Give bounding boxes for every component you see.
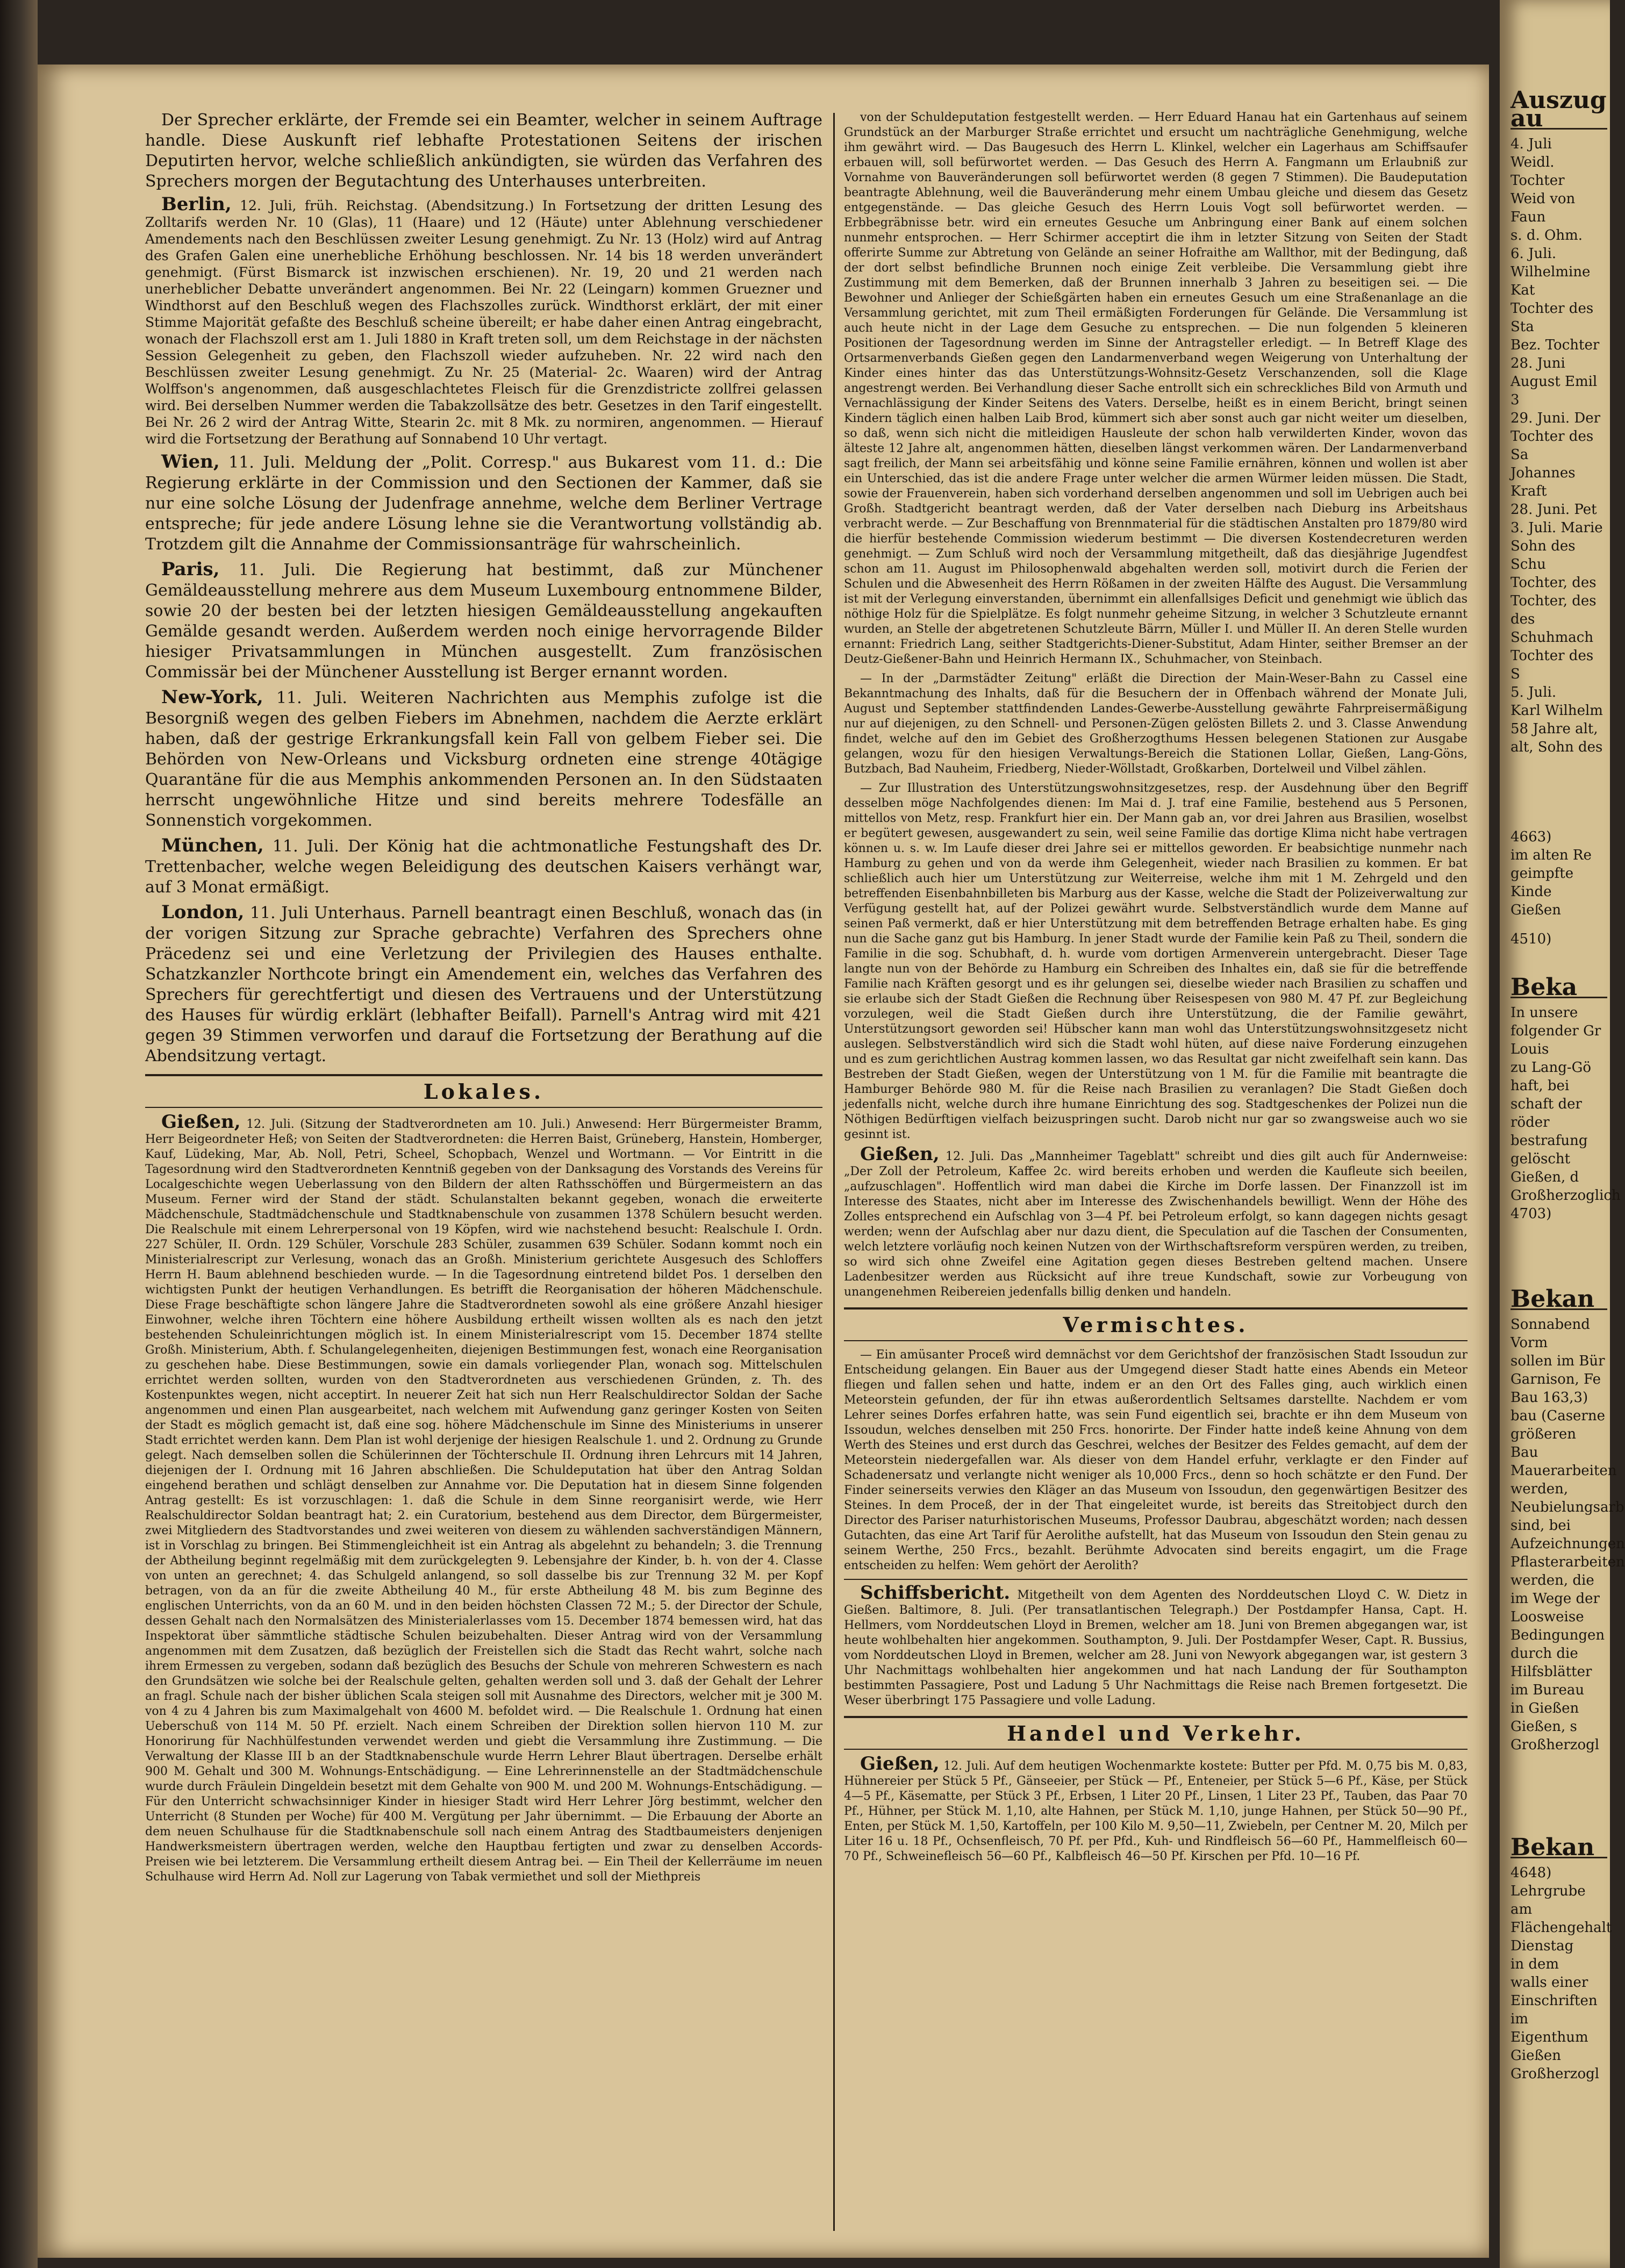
- adjacent-line: in dem: [1511, 1956, 1559, 1972]
- adjacent-number: 4663): [1511, 829, 1552, 845]
- adjacent-line: s. d. Ohm.: [1511, 227, 1583, 244]
- rule: [844, 1579, 1467, 1580]
- newspaper-page: [38, 65, 1489, 2258]
- adjacent-block-5: [1511, 1834, 1612, 2083]
- adjacent-line: In unsere: [1511, 1005, 1578, 1021]
- adjacent-line: im Wege der: [1511, 1591, 1600, 1607]
- adjacent-line: Vorm: [1511, 1335, 1548, 1351]
- adjacent-line: Einschriften: [1511, 1993, 1598, 2009]
- adjacent-line: Großherzogl: [1511, 2066, 1600, 2082]
- adjacent-line: Bedingungen: [1511, 1627, 1605, 1643]
- article-mannheimer: [844, 1143, 1467, 1300]
- adjacent-heading-2: Beka: [1511, 978, 1607, 998]
- schiffsbericht-title: Schiffsbericht.: [860, 1582, 1011, 1604]
- adjacent-line: alt, Sohn des: [1511, 739, 1603, 755]
- city-muenchen: München,: [161, 835, 264, 856]
- left-column: [145, 110, 822, 2234]
- adjacent-line: bau (Caserne: [1511, 1408, 1605, 1424]
- adjacent-line: Gießen: [1511, 2048, 1561, 2064]
- section-lokales-heading: Lokales.: [145, 1074, 822, 1108]
- adjacent-line: folgender Gr: [1511, 1023, 1601, 1039]
- adjacent-line: durch die: [1511, 1645, 1578, 1662]
- adjacent-line: Gießen: [1511, 902, 1561, 918]
- adjacent-heading-1: Auszug au: [1511, 87, 1607, 132]
- article-stadtverordneten-cont: von der Schuldeputation festgestellt werden. — Herr Eduard Hanau hat ein Gartenhaus auf seinem Grundstück an der Marburger Straße errichtet und ersucht um nachträgliche Genehmigung, welche ihm gewährt wird. — Das Baugesuch des Herrn L. Klinkel, welcher ein Lagerhaus am Schiffsaufer erbauen will, soll befürwortet werden. — Das Gesuch des Herrn A. Fangmann um Erlaubniß zur Vornahme von Bauveränderungen soll befürwortet werden (8 gegen 7 Stimmen). Die Baudeputation beantragte Ablehnung, weil die Bauveränderung mehr einem Umbau gleiche und diesem das Gesetz entgegenstände. — Das gleiche Gesuch des Herrn Louis Vogt soll befürwortet werden. — Erbbegräbnisse betr. wird ein erneutes Gesuche um Anbringung einer Bank auf einem solchen nunmehr entsprochen. — Herr Schirmer acceptirt die ihm in letzter Sitzung von Seiten der Stadt offerirte Summe zur Abtretung von Gelände an seiner Hofraithe am Wallthor, mit der Bedingung, daß der dort selbst befindliche Brunnen noch einige Zeit verbleibe. Die Versammlung giebt ihre Zustimmung mit dem Bemerken, daß der Brunnen innerhalb 3 Jahren zu beseitigen sei. — Die Bewohner und Anlieger der Schießgärten haben ein erneutes Gesuch um eine Straßenanlage an die Versammlung gerichtet, mit zum Theil ermäßigten Forderungen für Gelände. Die Versammlung ist auch heute nicht in der Lage dem Gesuche zu entsprechen. — Die nun folgenden 5 kleineren Positionen der Tagesordnung werden im Sinne der Antragsteller erledigt. — In Betreff Klage des Ortsarmenverbands Gießen gegen den Landarmenverband wegen Weigerung von Unterhaltung der Kinder eines hinter das das Unterstützungs-Wohnsitz-Gesetz Verschanzenden, soll die Klage angestrengt werden. Bei Verhandlung dieser Sache entrollt sich ein schreckliches Bild von Armuth und Vernachlässigung der Kinder Seitens des Vaters. Derselbe, heißt es in einem Bericht, bringt seinen Kindern täglich einen halben Laib Brod, kümmert sich aber sonst auch gar nicht weiter um dieselben, so daß, wenn sich nicht die mitleidigen Hausleute der schon halb verwilderten Kinder, wovon das älteste 12 Jahre alt, angenommen hätten, dieselben längst verkommen wären. Der Landarmenverband sagt freilich, der Mann sei arbeitsfähig und könne seine Familie ernähren, können und wollen ist aber ein Unterschied, das ist die andere Frage unter welcher die armen Würmer leiden müssen. Die Stadt, sowie der Frauenverein, haben sich vorderhand derselben angenommen und soll im Uebrigen auch bei Großh. Stadtgericht beantragt werden, daß der Vater derselben nach Dieburg ins Arbeitshaus verbracht werde. — Zur Beschaffung von Brennmaterial für die städtischen Anstalten pro 1879/80 wird die hierfür bestehende Commission wiederum bestimmt — Die diversen Kostendecreturen werden genehmigt. — Zum Schluß wird noch der Versammlung mitgetheilt, daß das diesjährige Jugendfest schon am 11. August im Philosophenwald abgehalten werden soll, motivirt durch die Ferien der Schulen und die Abwesenheit des Herrn Rößamen in der zweiten Hälfte des August. Die Versammlung ist mit der Verlegung einverstanden, übernimmt ein allenfallsiges Deficit und genehmigt wie üblich das nöthige Holz für die Spielplätze. Es folgt nunmehr geheime Sitzung, in welcher 3 Schutzleute ernannt wurden, an Stelle der abgetretenen Schutzleute Bärrn, Müller I. und Müller II. An deren Stelle wurden ernannt: Friedrich Lang, seither Stadtgerichts-Diener-Substitut, Adam Hinter, seither Bremser an der Deutz-Gießener-Bahn und Heinrich Hermann IX., Schuhmacher, von Steinbach.: [844, 111, 1467, 666]
- adjacent-line: Gießen, s: [1511, 1719, 1577, 1735]
- article-wochenmarkt: [844, 1753, 1467, 1864]
- adjacent-line: im alten Re: [1511, 847, 1592, 863]
- adjacent-line: werden,: [1511, 1481, 1569, 1497]
- adjacent-line: Tochter des Sa: [1511, 428, 1594, 463]
- city-berlin: Berlin,: [161, 194, 232, 215]
- adjacent-line: haft, bei: [1511, 1078, 1570, 1094]
- article-sprecher: Der Sprecher erklärte, der Fremde sei ein Beamter, welcher in seinem Auftrage handle. Diese Auskunft rief lebhafte Protestationen Seitens der irischen Deputirten hervor, welche schließlich ankündigten, sie würden das Verfahren des Sprechers morgen der Begutachtung des Unterhauses unterbreiten.: [145, 111, 822, 191]
- article-stadtverordneten: [145, 1111, 822, 1885]
- adjacent-line: des Schuhmach: [1511, 611, 1594, 646]
- article-london: [145, 902, 822, 1067]
- adjacent-line: Mauerarbeiten: [1511, 1463, 1617, 1479]
- city-giessen-2: Gießen,: [860, 1143, 940, 1165]
- adjacent-line: Louis: [1511, 1041, 1549, 1057]
- adjacent-line: 28. Juni. Pet: [1511, 502, 1597, 518]
- adjacent-line: im Eigenthum: [1511, 2011, 1588, 2045]
- adjacent-line: sind, bei: [1511, 1518, 1571, 1534]
- article-muenchen: [145, 835, 822, 898]
- section-vermischtes-heading: Vermischtes.: [844, 1307, 1467, 1341]
- adjacent-block-3: [1511, 974, 1621, 1223]
- right-column: [844, 110, 1467, 2234]
- article-schiffsbericht: [844, 1582, 1467, 1708]
- adjacent-heading-3: Bekan: [1511, 1290, 1607, 1310]
- city-giessen-3: Gießen,: [860, 1753, 940, 1775]
- adjacent-line: Weid von Faun: [1511, 191, 1576, 225]
- adjacent-line: Neubielungsarb: [1511, 1499, 1624, 1515]
- city-wien: Wien,: [161, 451, 220, 473]
- adjacent-line: Loosweise: [1511, 1609, 1584, 1625]
- lokales-text: 12. Juli. (Sitzung der Stadtverordneten am 10. Juli.) Anwesend: Herr Bürgermeister Bramm, Herr Beigeordneter Heß; von Seiten der Stadtverordneten: die Herren Baist, Grüneberg, Hanstein, Homberger, Kauf, Lüdeking, Mar, Ab. Noll, Petri, Scheel, Schopbach, Wenzel und Wortmann. — Vor Eintritt in die Tagesordnung wird den Stadtverordneten Kenntniß gegeben von der Danksagung des Vorstands des Vereins für Localgeschichte wegen Ueberlassung von den Bildern der alten Rathsschöffen und Bürgermeistern an das Museum. Ferner wird der Stand der städt. Schulanstalten bekannt gegeben, wonach die erweiterte Mädchenschule, Stadtmädchenschule und Stadtknabenschule von zusammen 1378 Schülern besucht werden. Die Realschule mit einem Lehrerpersonal von 19 Köpfen, wird wie nachstehend besucht: Realschule I. Ordn. 227 Schüler, II. Ordn. 129 Schüler, Vorschule 283 Schüler, zusammen 639 Schüler. Sodann kommt noch ein Ministerialrescript zur Verlesung, wonach das an Großh. Ministerium gerichtete Ausgesuch des Schloffers Herrn H. Baum ablehnend beschieden wurde. — In die Tagesordnung eintretend bildet Pos. 1 derselben den wichtigsten Punkt der heutigen Verhandlungen. Es betrifft die Reorganisation der höheren Mädchenschule. Diese Frage beschäftigte schon längere Jahre die Stadtverordneten sowohl als eine größere Anzahl hiesiger Einwohner, welche ihren Töchtern eine höhere Ausbildung ertheilt wissen wollten als es nach den jetzt bestehenden Schuleinrichtungen möglich ist. In einem Ministerialrescript vom 15. December 1874 stellte Großh. Ministerium, Abth. f. Schulangelegenheiten, diejenigen Bestimmungen fest, wonach eine Reorganisation zu geschehen habe. Diese Bestimmungen, sowie ein damals vorliegender Plan, wonach sog. Mittelschulen errichtet werden sollten, wurden von den Stadtverordneten aus verschiedenen Gründen, z. Th. des Kostenpunktes wegen, nicht acceptirt. In neuerer Zeit hat sich nun Herr Realschuldirector Soldan der Sache angenommen und einen Plan ausgearbeitet, nach welchem mit Aufwendung ganz geringer Kosten von Seiten der Stadt es möglich gemacht ist, daß eine sog. höhere Mädchenschule im Sinne des Ministeriums in unserer Stadt errichtet werden kann. Dem Plan ist wohl derjenige der hiesigen Realschule 1. und 2. Ordnung zu Grunde gelegt. Nach demselben sollen die Schülerinnen der Töchterschule II. Ordnung ihren Lehrcurs mit 14 Jahren, diejenigen der I. Ordnung mit 16 Jahren abschließen. Die Schuldeputation hat über den Antrag Soldan eingehend berathen und schlägt denselben zur Annahme vor. Die Deputation hat in diesem Sinne folgenden Antrag gestellt: Es ist vorzuschlagen: 1. daß die Schule in dem Sinne reorganisirt werde, wie Herr Realschuldirector Soldan beantragt hat; 2. ein Curatorium, bestehend aus dem Director, dem Bürgermeister, zwei Mitgliedern des Stadtvorstandes und zwei weiteren von diesem zu wählenden sachverständigen Männern, ist in Vorschlag zu bringen. Bei Stimmengleichheit ist ein Antrag als abgelehnt zu behandeln; 3. die Trennung der Abtheilung beginnt regelmäßig mit dem zurückgelegten 9. Lebensjahre der Kinder, b. h. von der 4. Classe von unten an gerechnet; 4. das Schulgeld anlangend, so soll dasselbe bis zur Trennung 32 M. per Kopf betragen, von da an für die zweite Abtheilung 40 M., für erste Abtheilung 48 M. bis zum Beginne des englischen Unterrichts, von da an 60 M. und in den beiden höchsten Classen 72 M.; 5. der Director der Schule, dessen Gehalt nach den Normalsätzen des Ministerialerlasses vom 15. December 1874 bemessen wird, hat das Inspektorat über sämmtliche städtische Schulen beizubehalten. Dieser Antrag wird von der Versammlung angenommen mit dem Zusatzen, daß bezüglich der Freistellen sich die Stadt das Recht wahrt, solche nach ihrem Ermessen zu vergeben, sodann daß bezüglich des Besuchs der Schule von mehreren Schwestern es nach den Grundsätzen wie solche bei der Realschule gelten, gehalten werden soll und 3. daß der Gehalt der Lehrer an fragl. Schule nach der bisher üblichen Scala steigen soll mit Ausnahme des Directors, welcher mit je 300 M. von 4 zu 4 Jahren bis zum Maximalgehalt von 4600 M. befoldet wird. — Die Realschule 1. Ordnung hat einen Ueberschuß von 114 M. 50 Pf. erzielt. Nach einem Schreiben der Direktion sollen hiervon 110 M. zur Honorirung für Nachhülfestunden verwendet werden und giebt die Versammlung ihre Zustimmung. — Die Verwaltung der Klasse III b an der Stadtknabenschule wurde Herrn Lehrer Blaut übertragen. Derselbe erhält 900 M. Gehalt und 300 M. Wohnungs-Entschädigung. — Eine Lehrerinnenstelle an der Stadtmädchenschule wurde durch Fräulein Dingeldein besetzt mit dem Gehalte von 900 M. und 200 M. Wohnungs-Entschädigung. — Für den Unterricht schwachsinniger Kinder in hiesiger Stadt wird Herr Lehrer Jörg bestimmt, welcher den Unterricht (8 Stunden per Woche) für 400 M. Vergütung per Jahr übernimmt. — Die Erbauung der Aborte an dem neuen Schulhause für die Stadtknabenschule soll nach einem Antrag des Stadtbaumeisters denjenigen Handwerksmeistern übertragen werden, welche den Hauptbau fertigten und zwar zu denselben Accords-Preisen wie bei letzterem. Die Versammlung ertheilt diesem Antrag bei. — Ein Theil der Kellerräume im neuen Schulhause wird Herrn Ad. Noll zur Lagerung von Tabak vermiethet und soll der Miethpreis: [145, 1118, 822, 1884]
- binding-shadow: [0, 0, 38, 2268]
- article-unterstuetzung: — Zur Illustration des Unterstützungswohnsitzgesetzes, resp. der Ausdehnung über den Begriff desselben möge Nachfolgendes dienen: Im Mai d. J. traf eine Familie, bestehend aus 5 Personen, mittellos von Metz, resp. Frankfurt hier ein. Der Mann gab an, vor drei Jahren aus Brasilien, woselbst er begütert gewesen, ausgewandert zu sein, weil seine Familie das dortige Klima nicht habe vertragen können u. s. w. Im Laufe dieser drei Jahre sei er mittellos geworden. Er beabsichtige nunmehr nach Hamburg zu gehen und von da werde ihm Gelegenheit, wieder nach Brasilien zu kommen. Er bat schließlich auch hier um Unterstützung zur Weiterreise, welche ihm mit 1 M. Zehrgeld und den betreffenden Eisenbahnbilleten bis Marburg aus der Kasse, welche die Stadt der Polizeiverwaltung zur Verfügung gestellt hat, auf der Polizei gewährt wurde. Selbstverständlich wurde dem Manne auf seinen Paß vermerkt, daß er hier Unterstützung mit dem betreffenden Betrage erhalten habe. Es ging nun die Sache ganz gut bis Hamburg. In jener Stadt wurde der Familie kein Paß zu Theil, sondern die Familie in die sog. Schubhaft, d. h. wurde vom dortigen Armenverein untergebracht. Dieser Tage langte nun von der Behörde zu Hamburg ein Schreiben des Inhaltes ein, daß sie für die betreffende Familie nach Kräften gesorgt und es ihr gelungen sei, dieselbe wieder nach Brasilien zu schaffen und sie erlaube sich der Stadt Gießen die Rechnung über Reisespesen von 980 M. 47 Pf. zur Begleichung vorzulegen, weil die Stadt Gießen durch ihre Unterstützung, die der Familie gewährt, Unterstützungsort geworden sei! Hübscher kann man wohl das Unterstützungswohnsitzgesetz nicht auslegen. Selbstverständlich wird sich die Stadt wohl hüten, auf diese naive Forderung einzugehen und es zum gerichtlichen Austrag kommen lassen, wo das Resultat gar nicht zweifelhaft sein kann. Das Bestreben der Stadt Gießen, wegen der Unterstützung von 1 M. für die Familie mit beantragte die Hamburger Behörde 980 M. für die Reise nach Brasilien zu veranlagen? Die Stadt Gießen doch jedenfalls nicht, welche durch ihre humane Einrichtung des sog. Stadtgeschenkes der Polizei nun die Nöthigen Bedürftigen vielfach beizuspringen sucht. Darob nicht nur gar so zwangsweise auch wo sie gesinnt ist.: [844, 782, 1467, 1141]
- adjacent-line: Tochter des S: [1511, 648, 1594, 682]
- column-divider: [833, 113, 835, 2231]
- wochenmarkt-text: 12. Juli. Auf dem heutigen Wochenmarkte kostete: Butter per Pfd. M. 0,75 bis M. 0,83, Hühnereier per Stück 5 Pf., Gänseeier, per Stück — Pf., Enteneier, per Stück 5—6 Pf., Käse, per Stück 4—5 Pf., Käsematte, per Stück 3 Pf., Erbsen, 1 Liter 20 Pf., Linsen, 1 Liter 23 Pf., Tauben, das Paar 70 Pf., Hühner, per Stück M. 1,10, alte Hahnen, per Stück M. 1,10, junge Hahnen, per Stück 50—90 Pf., Enten, per Stück M. 1,50, Kartoffeln, per 100 Kilo M. 9,50—11, Zwiebeln, per Centner M. 20, Milch per Liter 16 u. 18 Pf., Ochsenfleisch, 70 Pf. per Pfd., Kuh- und Rindfleisch 56—60 Pf., Hammelfleisch 60—70 Pf., Schweinefleisch 56—60 Pf., Kalbfleisch 46—50 Pf. Kirschen per Pfd. 10—16 Pf.: [844, 1759, 1467, 1863]
- adjacent-line: Sonnabend: [1511, 1317, 1590, 1333]
- muenchen-text: 11. Juli. Der König hat die achtmonatliche Festungshaft des Dr. Trettenbacher, welche wegen Beleidigung des deutschen Kaisers verhängt war, auf 3 Monat ermäßigt.: [145, 837, 822, 897]
- adjacent-line: Bez. Tochter: [1511, 337, 1600, 353]
- adjacent-line: gelöscht: [1511, 1151, 1571, 1167]
- adjacent-line: Tochter des Sta: [1511, 301, 1594, 335]
- adjacent-lines-1: [1511, 135, 1607, 756]
- adjacent-number: 4648): [1511, 1865, 1552, 1881]
- city-paris: Paris,: [161, 559, 220, 580]
- schiffsbericht-text: Mitgetheilt von dem Agenten des Norddeutschen Lloyd C. W. Dietz in Gießen. Baltimore, 8. Juli. (Per transatlantischen Telegraph.) Der Postdampfer Hansa, Capt. H. Hellmers, vom Norddeutschen Lloyd in Bremen, welcher am 18. Juni von Bremen abgegangen war, ist heute wohlbehalten hier angekommen. Southampton, 9. Juli. Der Postdampfer Weser, Capt. R. Bussius, vom Norddeutschen Lloyd in Bremen, welcher am 28. Juni von Newyork abgegangen war, ist gestern 3 Uhr Nachmittags wohlbehalten hier angekommen und hat nach Landung der für Southampton bestimmten Passagiere, Post und Ladung 5 Uhr Nachmittags die Reise nach Bremen fortgesetzt. Die Weser überbringt 175 Passagiere und volle Ladung.: [844, 1589, 1467, 1707]
- adjacent-line: Großherzogl: [1511, 1737, 1600, 1753]
- mannheimer-text: 12. Juli. Das „Mannheimer Tageblatt" schreibt und dies gilt auch für Andernweise: „Der Zoll der Petroleum, Kaffee 2c. wird bereits erhoben und werden die Kaufleute sich beeilen, „aufzuschlagen". Hoffentlich wird man dabei die Kirche im Dorfe lassen. Der Finanzzoll ist im Interesse des Staates, nicht aber im Interesse des Zwischenhandels bewilligt. Wenn der Höhe des Zolles entsprechend ein Aufschlag von 3—4 Pf. bei Petroleum erfolgt, so kann dagegen nichts gesagt werden; wenn der Aufschlag aber nur dazu dient, die Speculation auf die Taschen der Consumenten, welch letztere vorläufig noch keinen Nutzen von der Wirthschaftsreform verspüren werden, zu treiben, so wird sich ohne Zweifel eine Agitation gegen dieses Bestreben geltend machen. Unsere Ladenbesitzer werden aus Rücksicht auf ihre treue Kundschaft, sowie zur Vorbeugung von unangenehmen Reibereien jedenfalls billig denken und handeln.: [844, 1150, 1467, 1299]
- adjacent-line: 5. Juli.: [1511, 684, 1557, 700]
- adjacent-line: 28. Juni: [1511, 355, 1565, 371]
- adjacent-line: Johannes Kraft: [1511, 465, 1576, 499]
- adjacent-line: im Bureau: [1511, 1682, 1585, 1698]
- article-berlin: [145, 196, 822, 447]
- adjacent-block-2: [1511, 828, 1607, 948]
- article-meteor: — Ein amüsanter Proceß wird demnächst vor dem Gerichtshof der französischen Stadt Issoudun zur Entscheidung gelangen. Ein Bauer aus der Umgegend dieser Stadt hatte eines Abends ein Meteor fliegen und fallen sehen und hatte, indem er an den Ort des Falles ging, auch wirklich einen Meteorstein gefunden, der für ihn etwas außerordentlich Seltsames darstellte. Nachdem er vom Lehrer seines Dorfes erfahren hatte, was sein Fund eigentlich sei, brachte er ihn dem Museum von Issoudun, welches denselben mit 250 Frcs. honorirte. Der Finder hatte indeß keine Ahnung von dem Werth des Steines und erst durch das Geschrei, welches der Besitzer des Feldes gemacht, auf dem der Meteorstein niedergefallen war. Als dieser von dem Handel erfuhr, verklagte er den Finder auf Schadenersatz und verlangte nicht weniger als 10,000 Frcs., denn so hoch schätzte er den Fund. Der Finder seinerseits verwies den Kläger an das Museum von Issoudun, den gegenwärtigen Besitzer des Steines. In dem Proceß, der in der That eingeleitet wurde, ist bereits das Streitobject durch den Director des Pariser naturhistorischen Museums, Professor Daubrau, abgeschätzt worden; nach dessen Gutachten, das eine Art Tarif für Aerolithe aufstellt, hat das Museum von Issoudun den Stein genau zu seinem Werthe, 250 Frcs., bezahlt. Berühmte Advocaten sind bereits engagirt, um die Frage entscheiden zu helfen: Wem gehört der Aerolith?: [844, 1348, 1467, 1572]
- section-handel-heading: Handel und Verkehr.: [844, 1716, 1467, 1750]
- article-main-weser-bahn: — In der „Darmstädter Zeitung" erläßt die Direction der Main-Weser-Bahn zu Cassel eine Bekanntmachung des Inhalts, daß für die Besuchern der in Offenbach während der Monate Juli, August und September stattfindenden Landes-Gewerbe-Ausstellung gewährte Fahrpreisermäßigung nur auf diejenigen, zu den Schnell- und Personen-Zügen gelösten Billets 2. und 3. Classe Anwendung findet, welche auf den im Gebiet des Großherzogthums Hessen belegenen Stationen zur Ausgabe gelangen, wozu für den hiesigen Verwaltungs-Bereich die Stationen Lollar, Gießen, Lang-Göns, Butzbach, Bad Nauheim, Friedberg, Nieder-Wöllstadt, Großkarben, Dortelweil und Vilbel zählen.: [844, 672, 1467, 776]
- adjacent-line: Flächengehalt: [1511, 1920, 1612, 1936]
- adjacent-line: geimpfte Kinde: [1511, 865, 1574, 900]
- adjacent-line: August Emil 3: [1511, 374, 1598, 408]
- adjacent-line: Dienstag: [1511, 1938, 1574, 1954]
- adjacent-line: sollen im Bür: [1511, 1353, 1605, 1369]
- adjacent-line: bestrafung: [1511, 1133, 1588, 1149]
- adjacent-line: walls einer: [1511, 1974, 1588, 1991]
- article-newyork: [145, 687, 822, 831]
- adjacent-line: Garnison, Fe: [1511, 1371, 1601, 1387]
- adjacent-line: 4703): [1511, 1206, 1552, 1222]
- adjacent-line: Gießen, d: [1511, 1169, 1579, 1185]
- city-newyork: New-York,: [161, 686, 263, 708]
- adjacent-line: Tochter, des: [1511, 575, 1597, 591]
- adjacent-number: 4510): [1511, 931, 1552, 947]
- berlin-text: 12. Juli, früh. Reichstag. (Abendsitzung.) In Fortsetzung der dritten Lesung des Zolltarifs werden Nr. 10 (Glas), 11 (Haare) und 12 (Häute) unter Ablehnung verschiedener Amendements nach den Beschlüssen zweiter Lesung genehmigt. Zu Nr. 13 (Holz) wird auf Antrag des Grafen Galen eine unerhebliche Erhöhung beschlossen. Nr. 14 bis 18 werden unverändert genehmigt. (Fürst Bismarck ist inzwischen erschienen). Nr. 19, 20 und 21 werden nach unerheblicher Debatte unverändert angenommen. Bei Nr. 22 (Leingarn) kommen Gruezner und Windthorst auf den Beschluß wegen des Flachszolles zurück. Windthorst erklärt, der mit einer Stimme Majorität gefaßte des Beschluß scheine übereilt; er habe daher einen Antrag eingebracht, wonach der Flachszoll erst am 1. Juli 1880 in Kraft treten soll, um dem Reichstage in der nächsten Session Gelegenheit zu geben, den Flachszoll wieder aufzuheben. Nr. 22 wird nach den Beschlüssen zweiter Lesung genehmigt. Zu Nr. 25 (Material- 2c. Waaren) wird der Antrag Wolffson's angenommen, daß ausgeschlachtetes Fleisch für die Grenzdistricte zollfrei gelassen wird. Bei derselben Nummer werden die Tabakzollsätze des betr. Gesetzes in den Tarif eingestellt. Bei Nr. 26 2 wird der Antrag Witte, Stearin 2c. mit 8 Mk. zu normiren, angenommen. — Hierauf wird die Fortsetzung der Berathung auf Sonnabend 10 Uhr vertagt.: [145, 198, 822, 447]
- adjacent-line: Wilhelmine Kat: [1511, 264, 1591, 298]
- city-london: London,: [161, 902, 245, 923]
- adjacent-line: in Gießen: [1511, 1700, 1579, 1716]
- adjacent-line: 3. Juli. Marie: [1511, 520, 1603, 536]
- adjacent-line: Bau 163,3): [1511, 1390, 1588, 1406]
- adjacent-line: 4. Juli: [1511, 136, 1552, 152]
- adjacent-line: röder: [1511, 1114, 1550, 1131]
- adjacent-line: 29. Juni. Der: [1511, 410, 1601, 426]
- article-wien: [145, 452, 822, 555]
- adjacent-line: Hilfsblätter: [1511, 1664, 1592, 1680]
- newyork-text: 11. Juli. Weiteren Nachrichten aus Memphis zufolge ist die Besorgniß wegen des gelben Fiebers im Abnehmen, nachdem die Aerzte erklärt haben, daß der gestrige Erkrankungsfall kein Fall von gelbem Fieber sei. Die Behörden von New-Orleans und Vicksburg ordneten eine strenge 40tägige Quarantäne für die aus Memphis ankommenden Personen an. In den Südstaaten herrscht ungewöhnliche Hitze und sind bereits mehrere Todesfälle an Sonnenstich vorgekommen.: [145, 689, 822, 830]
- adjacent-line: 6. Juli.: [1511, 246, 1557, 262]
- city-giessen: Gießen,: [161, 1111, 241, 1133]
- adjacent-line: 58 Jahre alt,: [1511, 721, 1598, 737]
- wien-text: 11. Juli. Meldung der „Polit. Corresp." aus Bukarest vom 11. d.: Die Regierung erklärte in der Commission und den Sectionen der Kammer, daß sie nur eine solche Lösung der Judenfrage annehme, welche dem Berliner Vertrage entspreche; für jede andere Lösung lehne sie die Verantwortung vollständig ab. Trotzdem gilt die Annahme der Commissionsanträge für wahrscheinlich.: [145, 453, 822, 554]
- article-paris: [145, 559, 822, 683]
- adjacent-line: Tochter, des: [1511, 593, 1597, 609]
- adjacent-line: Sohn des Schu: [1511, 538, 1576, 573]
- adjacent-line: Lehrgrube am: [1511, 1883, 1586, 1918]
- adjacent-page-edge: [1500, 0, 1625, 2268]
- adjacent-block-4: [1511, 1285, 1625, 1754]
- adjacent-line: Pflasterarbeiten: [1511, 1554, 1625, 1570]
- adjacent-line: Aufzeichnungen: [1511, 1536, 1625, 1552]
- adjacent-line: Großherzoglich: [1511, 1187, 1621, 1204]
- adjacent-line: werden, die: [1511, 1572, 1594, 1589]
- adjacent-line: Karl Wilhelm: [1511, 703, 1603, 719]
- adjacent-line: Weidl. Tochter: [1511, 154, 1565, 189]
- adjacent-line: größeren Bau: [1511, 1426, 1577, 1461]
- adjacent-heading-4: Bekan: [1511, 1838, 1607, 1858]
- london-text: 11. Juli Unterhaus. Parnell beantragt einen Beschluß, wonach das (in der vorigen Sitzung zur Sprache gebrachte) Verfahren des Sprechers ohne Präcedenz sei und eine Verletzung der Privilegien des Hauses enthalte. Schatzkanzler Northcote bringt ein Amendement ein, welches das Verfahren des Sprechers für gerechtfertigt und diesen des Vertrauens und der Unterstützung des Hauses für würdig erklärt (lebhafter Beifall). Parnell's Antrag wird mit 421 gegen 39 Stimmen verworfen und darauf die Fortsetzung der Berathung auf die Abendsitzung vertagt.: [145, 904, 822, 1065]
- adjacent-line: zu Lang-Gö: [1511, 1060, 1592, 1076]
- paris-text: 11. Juli. Die Regierung hat bestimmt, daß zur Münchener Gemäldeausstellung mehrere aus dem Museum Luxembourg entnommene Bilder, sowie 20 der besten bei der letzten hiesigen Gemäldeausstellung angekauften Gemälde gesandt werden. Außerdem werden noch einige hervorragende Bilder hiesiger Privatsammlungen in München ausgestellt. Zum französischen Commissär bei der Münchener Ausstellung ist Berger ernannt worden.: [145, 561, 822, 682]
- adjacent-line: schaft der: [1511, 1096, 1582, 1112]
- adjacent-block-1: [1511, 87, 1607, 756]
